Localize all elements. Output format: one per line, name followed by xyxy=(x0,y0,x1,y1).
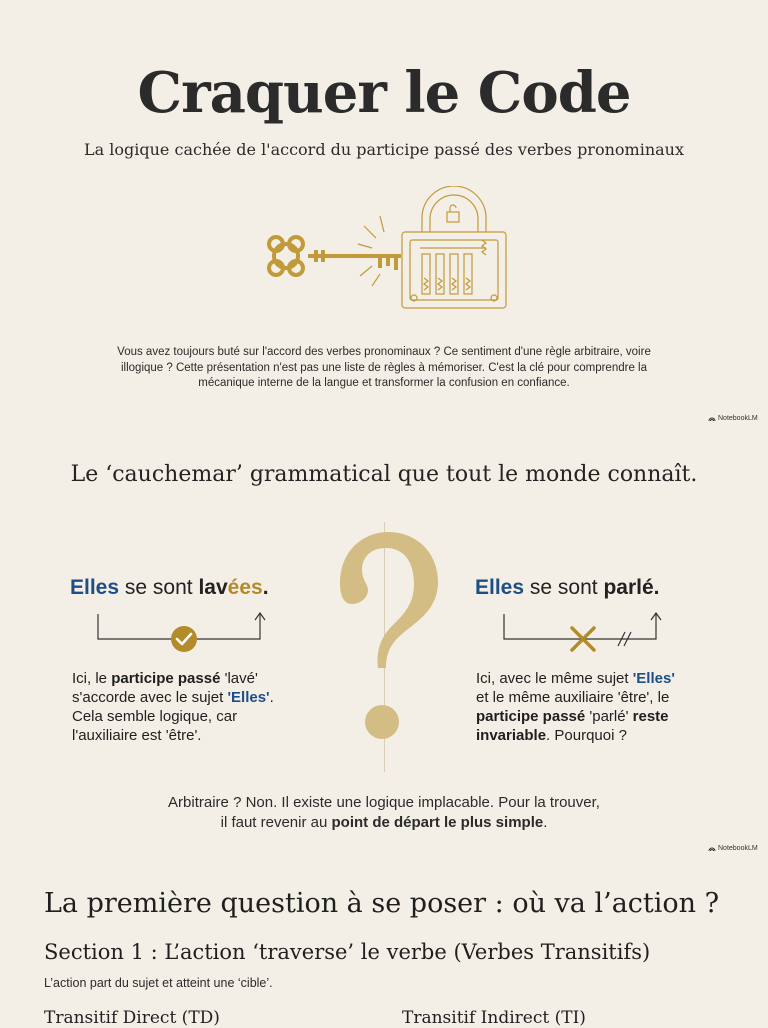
example-left-sentence xyxy=(70,576,320,600)
key-icon xyxy=(269,237,401,275)
conclusion-line xyxy=(100,813,668,833)
explanation-line xyxy=(72,669,332,688)
text-fragment: 'Elles' xyxy=(632,670,675,687)
explanation-line xyxy=(476,707,726,726)
intro-line: illogique ? Cette présentation n'est pas une liste de règles à mémoriser. C'est la clé pour comprendre la xyxy=(120,361,647,374)
conclusion-line: Arbitraire ? Non. Il existe une logique implacable. Pour la trouver, xyxy=(168,794,600,811)
text-fragment: il faut revenir au xyxy=(220,814,332,831)
agreement-arrow xyxy=(92,610,272,660)
column-heading-ti: Transitif Indirect (TI) xyxy=(402,1008,586,1028)
text-fragment: 'parlé' xyxy=(585,708,633,725)
intro-line: mécanique interne de la langue et transformer la confusion en confiance. xyxy=(198,377,570,389)
question-mark-icon xyxy=(318,526,450,752)
example-right-sentence xyxy=(475,576,715,600)
column-heading-td: Transitif Direct (TD) xyxy=(44,1008,220,1028)
section1-description: L’action part du sujet et atteint une ‘cible’. xyxy=(44,976,273,990)
explanation-line: Cela semble logique, car xyxy=(72,708,238,725)
notebooklm-icon xyxy=(708,846,716,852)
verb-stem: lav xyxy=(198,576,228,599)
notebooklm-icon xyxy=(708,416,716,422)
auxiliary-text: se sont xyxy=(119,576,199,599)
text-fragment: Ici, le xyxy=(72,670,112,687)
notebooklm-badge xyxy=(708,845,758,852)
explanation-line xyxy=(476,726,726,745)
section-heading: Le ‘cauchemar’ grammatical que tout le monde connaît. xyxy=(70,462,698,487)
example-right-explanation xyxy=(476,669,726,745)
verb-ending: ées xyxy=(227,576,263,599)
notebooklm-label: NotebookLM xyxy=(718,415,758,422)
text-fragment: participe passé xyxy=(476,708,586,725)
auxiliary-text: se sont xyxy=(524,576,604,599)
section1-title: Section 1 : L’action ‘traverse’ le verbe (Verbes Transitifs) xyxy=(44,940,651,964)
text-fragment: . Pourquoi ? xyxy=(546,727,627,744)
intro-line: Vous avez toujours buté sur l'accord des verbes pronominaux ? Ce sentiment d'une règle arbitraire, voire xyxy=(117,346,651,358)
subject-word: Elles xyxy=(70,576,120,599)
explanation-line: et le même auxiliaire 'être', le xyxy=(476,689,670,706)
verb-word: parlé xyxy=(603,576,654,599)
check-circle-icon xyxy=(171,626,197,652)
example-left-explanation xyxy=(72,669,332,745)
notebooklm-label: NotebookLM xyxy=(718,845,758,852)
padlock-icon xyxy=(358,186,506,308)
page-title: Craquer le Code xyxy=(137,60,631,126)
explanation-line: l'auxiliaire est 'être'. xyxy=(72,727,202,744)
text-fragment: s'accorde avec le sujet xyxy=(72,689,228,706)
notebooklm-badge xyxy=(708,415,758,422)
text-fragment: invariable xyxy=(476,727,547,744)
key-lock-illustration xyxy=(256,186,512,316)
text-fragment: 'lavé' xyxy=(220,670,258,687)
conclusion-text xyxy=(100,793,668,833)
text-fragment: . xyxy=(269,689,274,706)
subject-word: Elles xyxy=(475,576,525,599)
text-fragment: reste xyxy=(632,708,669,725)
period: . xyxy=(262,576,269,599)
text-fragment: 'Elles' xyxy=(227,689,270,706)
intro-paragraph xyxy=(100,345,668,392)
explanation-line xyxy=(72,688,332,707)
text-fragment: . xyxy=(543,814,548,831)
question-heading: La première question à se poser : où va l’action ? xyxy=(44,888,720,919)
text-fragment: participe passé xyxy=(111,670,221,687)
blocked-agreement-arrow xyxy=(498,610,678,660)
page-subtitle: La logique cachée de l'accord du participe passé des verbes pronominaux xyxy=(84,140,684,159)
explanation-line xyxy=(476,669,726,688)
period: . xyxy=(653,576,660,599)
text-fragment: point de départ le plus simple xyxy=(331,814,544,831)
text-fragment: Ici, avec le même sujet xyxy=(476,670,633,687)
